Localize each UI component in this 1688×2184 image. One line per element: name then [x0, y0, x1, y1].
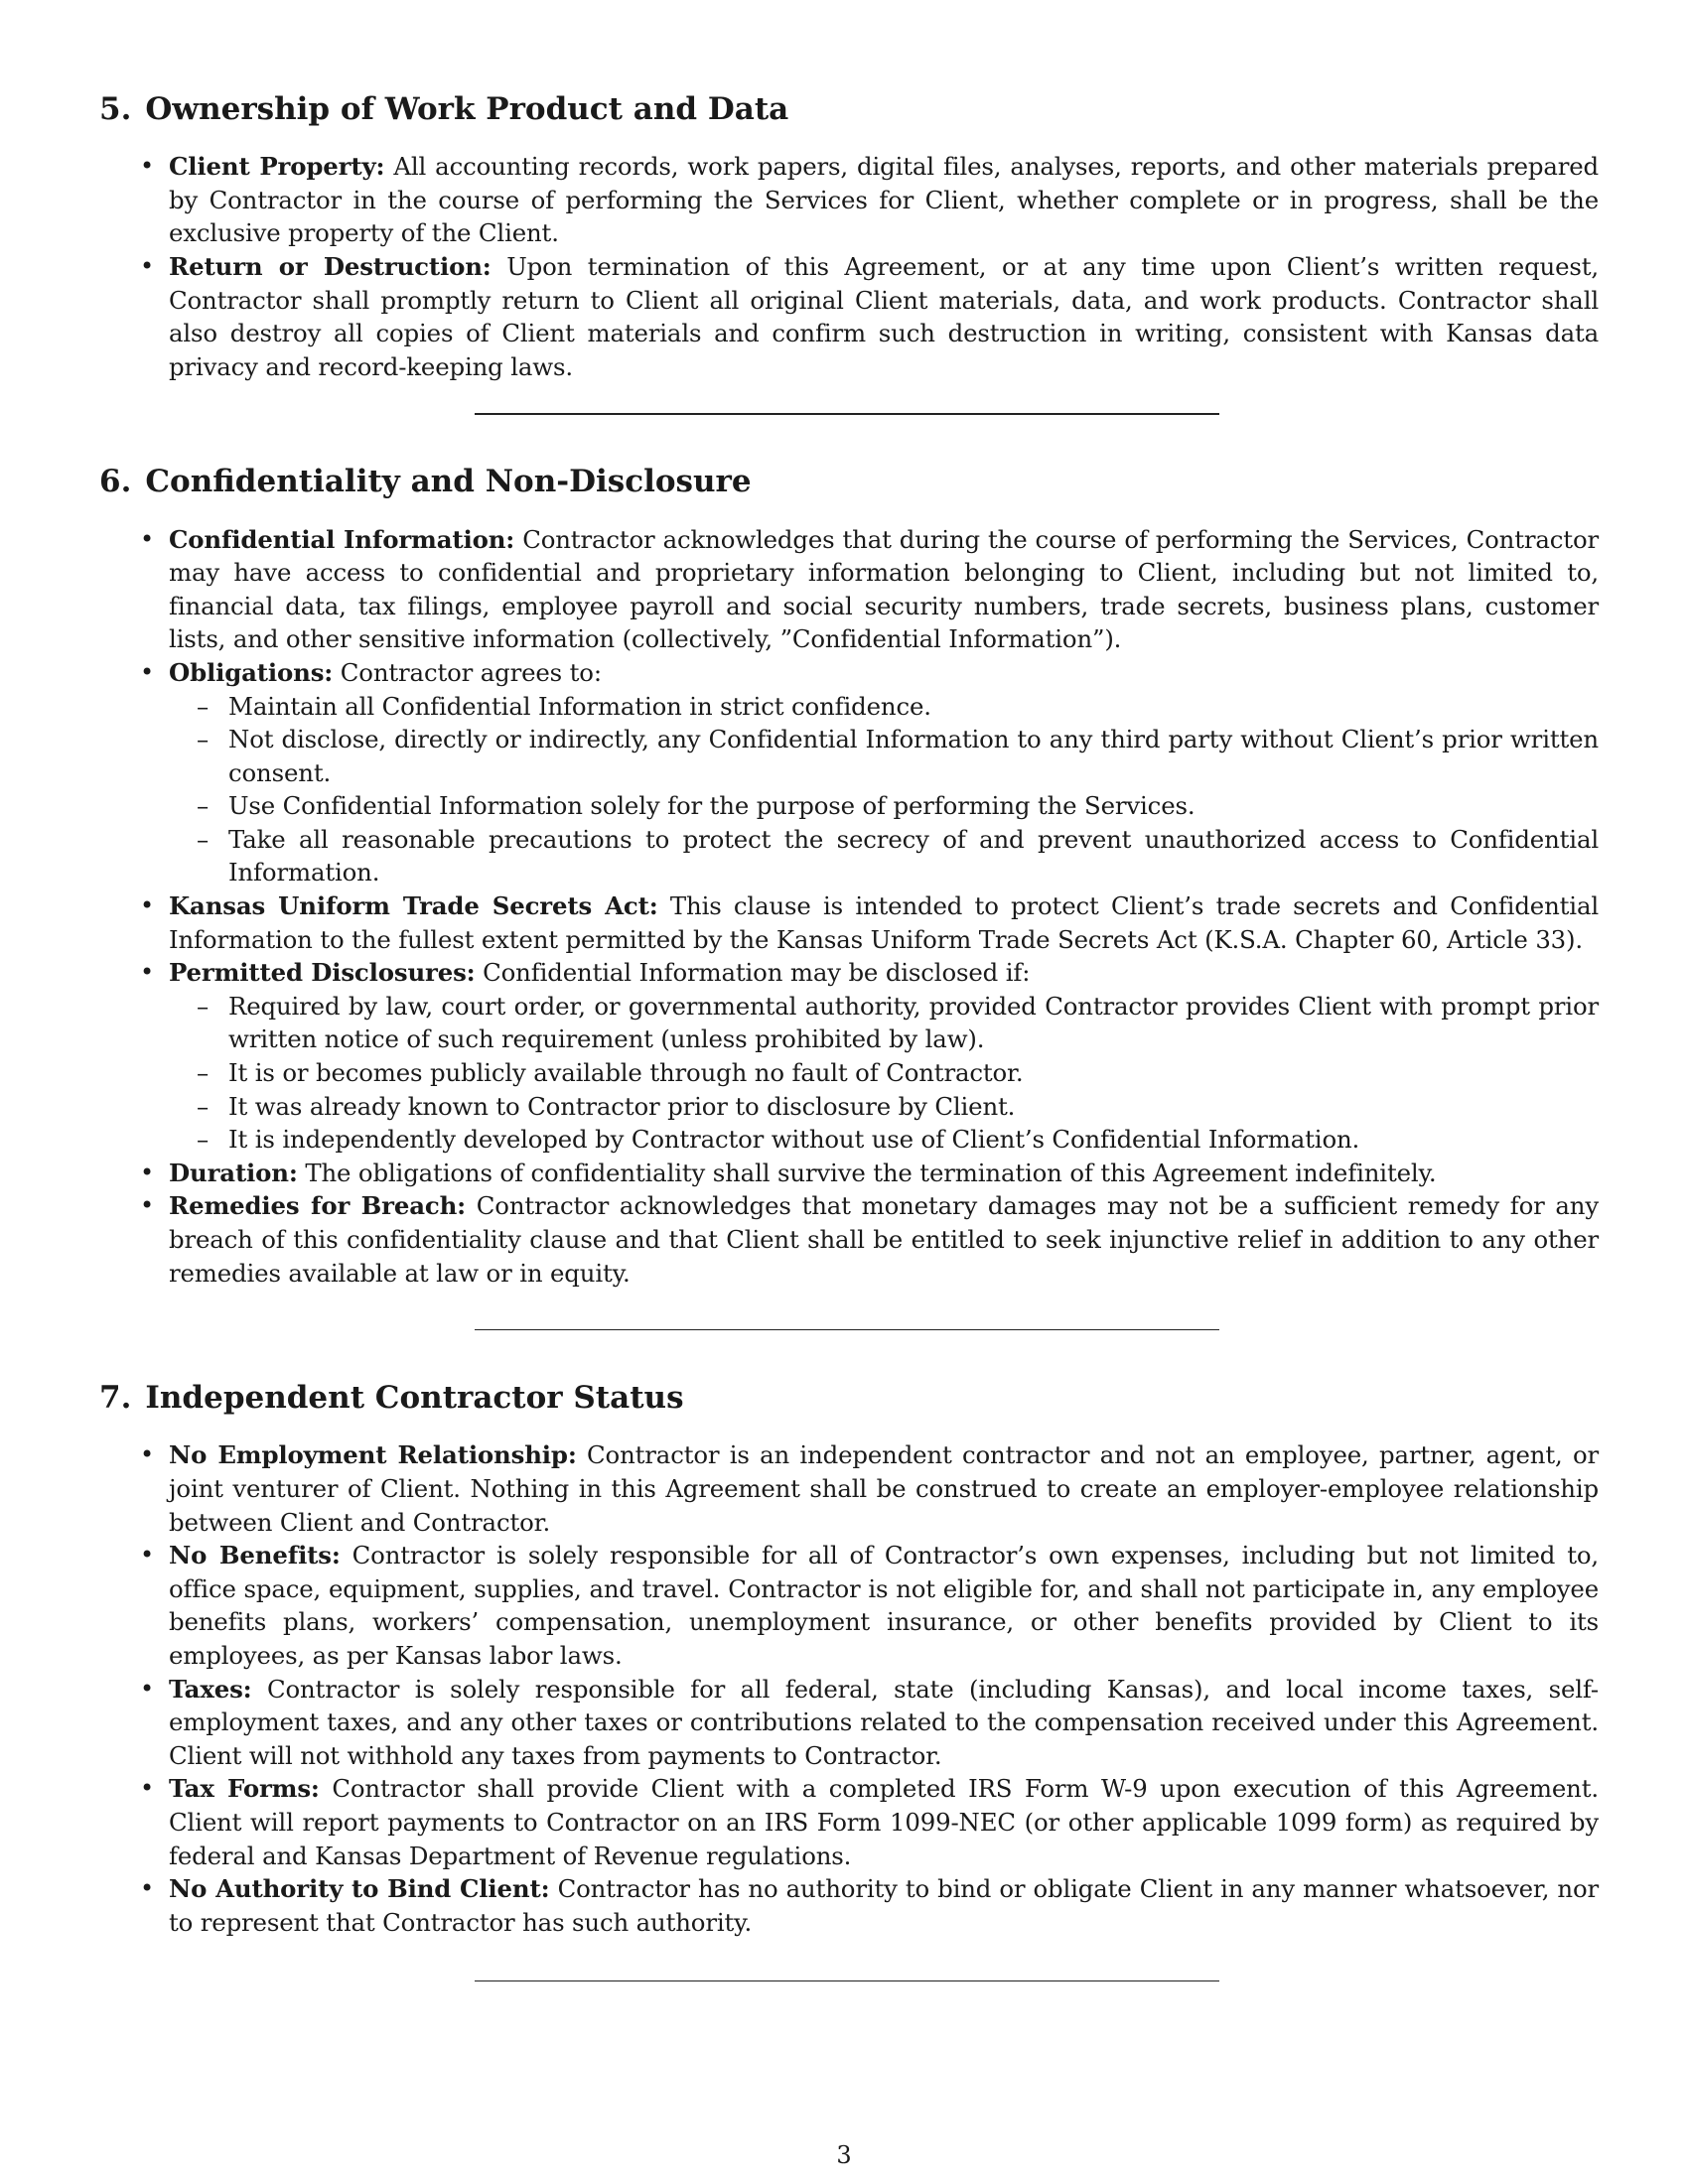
sub-list-item [169, 1123, 1599, 1157]
section-divider [475, 413, 1219, 415]
sub-item-text: Use Confidential Information solely for the purpose of performing the Services. [228, 791, 1196, 821]
dash-icon: – [197, 725, 210, 754]
section-independent-contractor [99, 1380, 1599, 1939]
dash-icon: – [197, 824, 210, 854]
section-heading [99, 1380, 1599, 1417]
section-divider [475, 1329, 1219, 1330]
section-number: 6. [99, 464, 132, 500]
list-item [99, 1772, 1599, 1872]
list-item [99, 1673, 1599, 1773]
item-text: Contractor is solely responsible for all federal, state (including Kansas), and local income taxes, self-employment taxes, and any other taxes or contributions related to the compensation received under this Agreement. Client will not withhold any taxes from payments to Contractor. [169, 1674, 1599, 1770]
bullet-icon: • [140, 891, 155, 920]
section-list [99, 150, 1599, 383]
list-item [99, 1872, 1599, 1939]
sub-item-text: Not disclose, directly or indirectly, any Confidential Information to any third party without Client’s prior written consent. [228, 725, 1599, 787]
sub-list [169, 990, 1599, 1157]
item-text: Contractor acknowledges that monetary damages may not be a sufficient remedy for any breach of this confidentiality clause and that Client shall be entitled to seek injunctive relief in addition to any other remedies available at law or in equity. [169, 1191, 1599, 1288]
section-list [99, 1438, 1599, 1939]
item-lead: Obligations: [169, 657, 334, 687]
section-confidentiality [99, 464, 1599, 1290]
bullet-icon: • [140, 251, 155, 280]
item-text: Contractor agrees to: [340, 657, 602, 687]
bullet-icon: • [140, 1191, 155, 1220]
item-lead: No Authority to Bind Client: [169, 1874, 550, 1904]
sub-list-item [169, 990, 1599, 1056]
dash-icon: – [197, 1091, 210, 1121]
page-number: 3 [836, 2141, 852, 2169]
section-heading [99, 91, 1599, 128]
document-page [99, 91, 1599, 1981]
sub-list [169, 690, 1599, 890]
sub-item-text: Maintain all Confidential Information in strict confidence. [228, 691, 931, 721]
list-item [99, 656, 1599, 889]
sub-list-item [169, 690, 1599, 724]
list-item [99, 1189, 1599, 1290]
dash-icon: – [197, 991, 210, 1021]
bullet-icon: • [140, 1674, 155, 1703]
sub-list-item [169, 1056, 1599, 1090]
section-number: 5. [99, 91, 132, 127]
item-text: Contractor is an independent contractor and not an employee, partner, agent, or joint venturer of Client. Nothing in this Agreement shall be construed to create an employer-employee relationship between Client and Contractor. [169, 1440, 1599, 1537]
list-item [99, 1438, 1599, 1539]
item-lead: No Employment Relationship: [169, 1440, 577, 1470]
sub-item-text: It is independently developed by Contractor without use of Client’s Confidential Information. [228, 1125, 1360, 1155]
list-item [99, 956, 1599, 1157]
bullet-icon: • [140, 152, 155, 181]
section-title: Confidentiality and Non-Disclosure [145, 464, 752, 500]
dash-icon: – [197, 1058, 210, 1088]
sub-item-text: It is or becomes publicly available through no fault of Contractor. [228, 1058, 1024, 1088]
item-text: The obligations of confidentiality shall survive the termination of this Agreement indefinitely. [305, 1158, 1437, 1187]
list-item [99, 889, 1599, 956]
sub-item-text: It was already known to Contractor prior to disclosure by Client. [228, 1091, 1016, 1121]
bullet-icon: • [140, 1774, 155, 1803]
list-item [99, 1157, 1599, 1190]
list-item [99, 250, 1599, 383]
item-lead: No Benefits: [169, 1541, 341, 1570]
bullet-icon: • [140, 1440, 155, 1469]
bullet-icon: • [140, 958, 155, 987]
item-text: Contractor shall provide Client with a completed IRS Form W-9 upon execution of this Agreement. Client will report payments to Contractor on an IRS Form 1099-NEC (or other applicable 1099 form) as required by federal and Kansas Department of Revenue regulations. [169, 1774, 1599, 1870]
list-item [99, 150, 1599, 250]
item-text: Contractor is solely responsible for all of Contractor’s own expenses, including but not limited to, office space, equipment, supplies, and travel. Contractor is not eligible for, and shall not participate in, any employee benefits plans, workers’ compensation, unemployment insurance, or other benefits provided by Client to its employees, as per Kansas labor laws. [169, 1541, 1599, 1670]
section-ownership [99, 91, 1599, 383]
list-item [99, 523, 1599, 656]
section-list [99, 523, 1599, 1291]
item-text: All accounting records, work papers, digital files, analyses, reports, and other materials prepared by Contractor in the course of performing the Services for Client, whether complete or in progress, shall be the exclusive property of the Client. [169, 152, 1599, 248]
sub-item-text: Take all reasonable precautions to protect the secrecy of and prevent unauthorized access to Confidential Information. [228, 824, 1599, 887]
item-lead: Tax Forms: [169, 1774, 320, 1804]
item-lead: Client Property: [169, 152, 385, 182]
item-text: Contractor acknowledges that during the course of performing the Services, Contractor may have access to confidential and proprietary information belonging to Client, including but not limited to, financial data, tax filings, employee payroll and social security numbers, trade secrets, business plans, customer lists, and other sensitive information (collectively, ”Confidential Information”). [169, 524, 1599, 654]
sub-list-item [169, 789, 1599, 823]
item-text: Contractor has no authority to bind or obligate Client in any manner whatsoever, nor to represent that Contractor has such authority. [169, 1874, 1600, 1937]
item-lead: Confidential Information: [169, 524, 515, 554]
sub-item-text: Required by law, court order, or governmental authority, provided Contractor provides Client with prompt prior written notice of such requirement (unless prohibited by law). [228, 991, 1599, 1054]
item-text: This clause is intended to protect Client’s trade secrets and Confidential Information to the fullest extent permitted by the Kansas Uniform Trade Secrets Act (K.S.A. Chapter 60, Article 33). [169, 891, 1599, 954]
section-title: Ownership of Work Product and Data [145, 91, 789, 127]
bullet-icon: • [140, 657, 155, 686]
sub-list-item [169, 1090, 1599, 1124]
bullet-icon: • [140, 1541, 155, 1570]
item-text: Upon termination of this Agreement, or at any time upon Client’s written request, Contractor shall promptly return to Client all original Client materials, data, and work products. Contractor shall also destroy all copies of Client materials and confirm such destruction in writing, consistent with Kansas data privacy and record-keeping laws. [169, 251, 1600, 381]
dash-icon: – [197, 1125, 210, 1155]
list-item [99, 1539, 1599, 1672]
item-text: Confidential Information may be disclosed if: [483, 958, 1031, 988]
dash-icon: – [197, 791, 210, 821]
bullet-icon: • [140, 1158, 155, 1186]
section-divider [475, 1980, 1219, 1981]
item-lead: Kansas Uniform Trade Secrets Act: [169, 891, 658, 921]
sub-list-item [169, 823, 1599, 889]
dash-icon: – [197, 691, 210, 721]
section-heading [99, 464, 1599, 500]
section-number: 7. [99, 1380, 132, 1417]
item-lead: Remedies for Breach: [169, 1191, 467, 1221]
item-lead: Taxes: [169, 1674, 252, 1704]
bullet-icon: • [140, 1874, 155, 1903]
item-lead: Permitted Disclosures: [169, 958, 476, 988]
item-lead: Duration: [169, 1158, 298, 1187]
section-title: Independent Contractor Status [145, 1380, 684, 1417]
sub-list-item [169, 723, 1599, 789]
bullet-icon: • [140, 524, 155, 553]
item-lead: Return or Destruction: [169, 251, 492, 281]
